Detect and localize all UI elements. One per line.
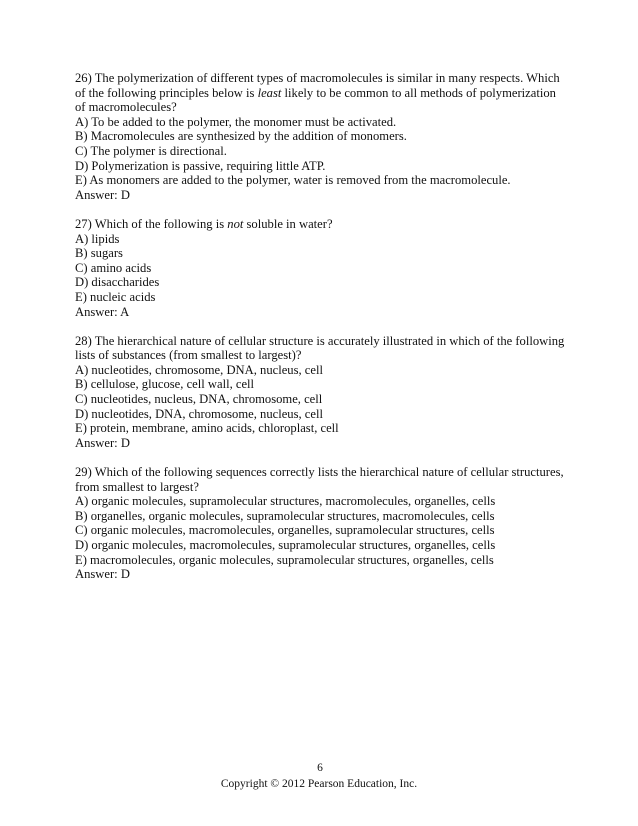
stem-text: soluble in water?	[243, 216, 333, 231]
answer-option: E) macromolecules, organic molecules, supramolecular structures, organelles, cells	[75, 552, 494, 567]
answer-option: D) organic molecules, macromolecules, supramolecular structures, organelles, cells	[75, 538, 496, 552]
stem-text: lists of substances (from smallest to largest)?	[75, 348, 302, 363]
answer-option: E) protein, membrane, amino acids, chloroplast, cell	[75, 421, 339, 436]
question-stem-line	[75, 100, 575, 115]
answer-option: A) nucleotides, chromosome, DNA, nucleus, cell	[75, 362, 323, 377]
copyright-notice: Copyright © 2012 Pearson Education, Inc.	[220, 778, 418, 790]
answer-option: B) organelles, organic molecules, supramolecular structures, macromolecules, cells	[75, 508, 495, 523]
question-block	[75, 217, 575, 319]
emphasized-word: not	[227, 216, 244, 231]
stem-text: 28) The hierarchical nature of cellular structure is accurately illustrated in which of the following	[75, 333, 565, 348]
question-list	[75, 71, 575, 596]
answer-option: E) As monomers are added to the polymer, water is removed from the macromolecule.	[75, 173, 511, 188]
answer-option: C) The polymer is directional.	[75, 143, 227, 158]
question-stem-line	[75, 465, 575, 480]
question-stem-line	[75, 86, 575, 101]
question-stem-line	[75, 217, 575, 232]
answer-option: E) nucleic acids	[75, 289, 156, 304]
answer-option: C) organic molecules, macromolecules, organelles, supramolecular structures, cells	[75, 523, 495, 538]
answer-key: Answer: D	[75, 567, 130, 582]
stem-text: from smallest to largest?	[75, 479, 199, 494]
question-stem-line	[75, 71, 575, 86]
question-stem-line	[75, 334, 575, 349]
question-stem-line	[75, 348, 575, 363]
answer-option: A) lipids	[75, 231, 120, 246]
answer-option: B) cellulose, glucose, cell wall, cell	[75, 377, 255, 392]
answer-option: B) sugars	[75, 246, 123, 261]
stem-text: of macromolecules?	[75, 100, 177, 115]
stem-text: 29) Which of the following sequences correctly lists the hierarchical nature of cellular structures,	[75, 465, 564, 480]
question-block	[75, 334, 575, 451]
answer-key: Answer: D	[75, 435, 130, 450]
answer-option: D) disaccharides	[75, 275, 160, 290]
answer-key: Answer: A	[75, 304, 130, 319]
answer-option: A) organic molecules, supramolecular structures, macromolecules, organelles, cells	[75, 494, 496, 509]
answer-option: C) nucleotides, nucleus, DNA, chromosome, cell	[75, 392, 323, 407]
emphasized-word: least	[257, 85, 282, 100]
page-number: 6	[317, 762, 323, 774]
question-block	[75, 465, 575, 582]
answer-option: D) Polymerization is passive, requiring little ATP.	[75, 158, 326, 173]
stem-text: of the following principles below is	[75, 85, 258, 100]
question-stem-line	[75, 480, 575, 495]
stem-text: likely to be common to all methods of polymerization	[281, 85, 556, 100]
answer-option: A) To be added to the polymer, the monomer must be activated.	[75, 114, 397, 129]
answer-option: D) nucleotides, DNA, chromosome, nucleus, cell	[75, 406, 323, 421]
answer-option: C) amino acids	[75, 260, 152, 275]
answer-option: B) Macromolecules are synthesized by the addition of monomers.	[75, 129, 407, 144]
stem-text: 27) Which of the following is	[75, 216, 228, 231]
answer-key: Answer: D	[75, 187, 130, 202]
question-block	[75, 71, 575, 202]
stem-text: 26) The polymerization of different types of macromolecules is similar in many respects. Which	[75, 71, 560, 85]
